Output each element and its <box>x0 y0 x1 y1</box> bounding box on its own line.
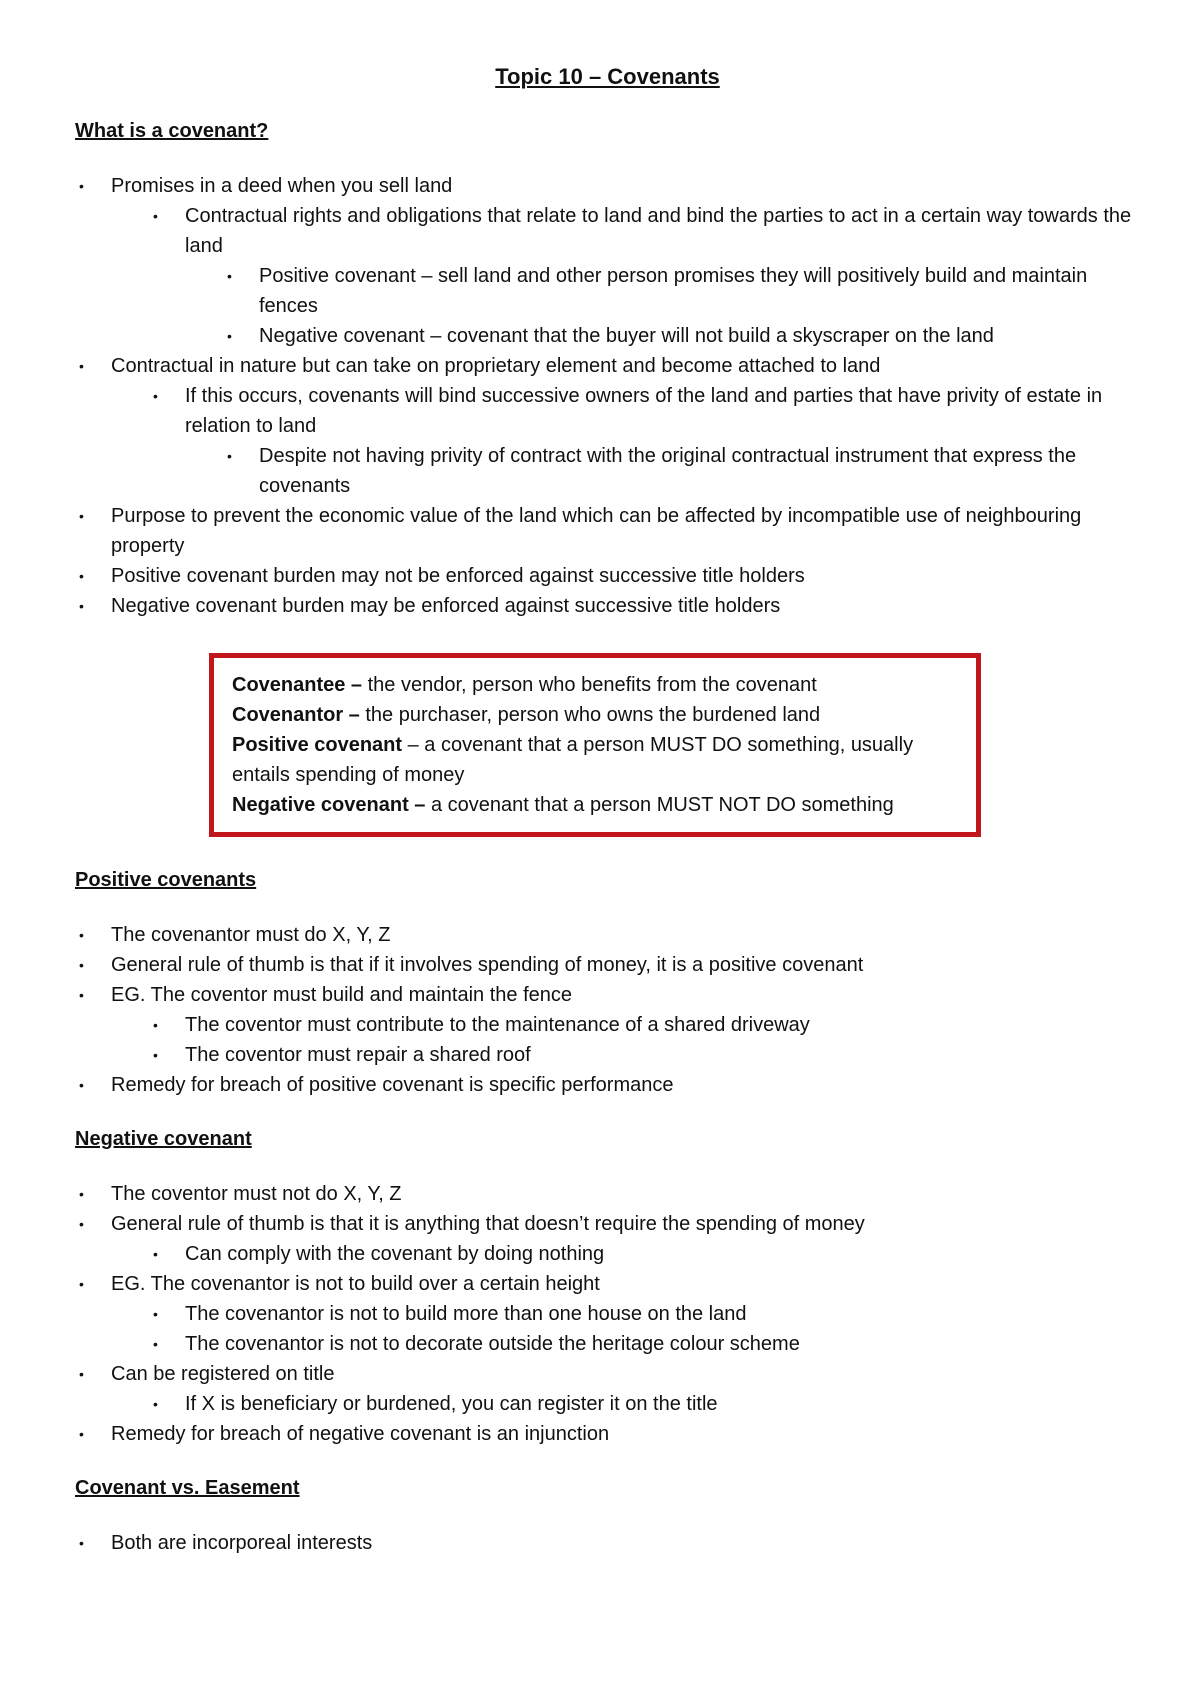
bullet-icon: • <box>153 1246 158 1262</box>
bullet-icon: • <box>79 508 84 524</box>
bullet-icon: • <box>79 1186 84 1202</box>
definitions-box <box>209 653 981 837</box>
bullet-icon: • <box>79 1535 84 1551</box>
list-item: • The covenantor is not to build more than one house on the land <box>149 1299 1140 1329</box>
list-item: • Contractual rights and obligations that relate to land and bind the parties to act in a certain way towards the land • Positive covenant – sell land and other person promises they will positively build and maintain fences • Negative covenant – covenant that the buyer will not build a skyscraper on the land <box>149 201 1140 351</box>
list-item: • EG. The coventor must build and maintain the fence • The coventor must contribute to the maintenance of a shared driveway • The coventor must repair a shared roof <box>75 980 1140 1070</box>
definition-covenantor: Covenantor – the purchaser, person who owns the burdened land <box>232 704 821 726</box>
bullet-icon: • <box>153 388 158 404</box>
list-item: • Both are incorporeal interests <box>75 1528 1140 1558</box>
bullet-icon: • <box>79 568 84 584</box>
list-item: • General rule of thumb is that it is anything that doesn’t require the spending of money • Can comply with the covenant by doing nothing <box>75 1209 1140 1269</box>
bullet-icon: • <box>79 358 84 374</box>
list-item: • Can be registered on title • If X is beneficiary or burdened, you can register it on the title <box>75 1359 1140 1419</box>
list-item: • Positive covenant burden may not be enforced against successive title holders <box>75 561 1140 591</box>
list-item: • EG. The covenantor is not to build over a certain height • The covenantor is not to build more than one house on the land • The covenantor is not to decorate outside the heritage colour scheme <box>75 1269 1140 1359</box>
bullet-icon: • <box>79 987 84 1003</box>
bullet-icon: • <box>79 1216 84 1232</box>
list-item: • Purpose to prevent the economic value of the land which can be affected by incompatible use of neighbouring property <box>75 501 1140 561</box>
heading-negative-covenant: Negative covenant <box>75 1128 252 1150</box>
heading-what-is-a-covenant: What is a covenant? <box>75 120 269 142</box>
bullet-icon: • <box>227 448 232 464</box>
list-item: • The coventor must contribute to the maintenance of a shared driveway <box>149 1010 1140 1040</box>
bullet-icon: • <box>79 178 84 194</box>
bullet-icon: • <box>153 208 158 224</box>
bullet-icon: • <box>79 927 84 943</box>
bullet-icon: • <box>79 1366 84 1382</box>
bullet-icon: • <box>153 1017 158 1033</box>
bullet-icon: • <box>153 1396 158 1412</box>
list-covenant-vs-easement <box>75 1528 1140 1558</box>
list-item: • The coventor must repair a shared roof <box>149 1040 1140 1070</box>
list-what-is-a-covenant <box>75 171 1140 621</box>
definition-positive-covenant: Positive covenant – a covenant that a person MUST DO something, usually entails spending of money <box>232 734 914 786</box>
heading-covenant-vs-easement: Covenant vs. Easement <box>75 1477 300 1499</box>
bullet-icon: • <box>79 1426 84 1442</box>
bullet-icon: • <box>79 957 84 973</box>
list-item: • Negative covenant – covenant that the buyer will not build a skyscraper on the land <box>223 321 1140 351</box>
list-item: • Remedy for breach of negative covenant is an injunction <box>75 1419 1140 1449</box>
list-positive-covenants <box>75 920 1140 1100</box>
list-negative-covenant <box>75 1179 1140 1449</box>
list-item: • Promises in a deed when you sell land • Contractual rights and obligations that relate to land and bind the parties to act in a certain way towards the land • Positive covenant – sell land and other person promises they will positively build and maintain fences • Negative covenant – covenant that the buyer will not build a skyscraper on the land <box>75 171 1140 351</box>
bullet-icon: • <box>153 1047 158 1063</box>
list-item: • If this occurs, covenants will bind successive owners of the land and parties that have privity of estate in relation to land • Despite not having privity of contract with the original contractual instrument that express the covenants <box>149 381 1140 501</box>
list-item: • The covenantor is not to decorate outside the heritage colour scheme <box>149 1329 1140 1359</box>
bullet-icon: • <box>153 1336 158 1352</box>
list-item: • The covenantor must do X, Y, Z <box>75 920 1140 950</box>
definition-covenantee: Covenantee – the vendor, person who benefits from the covenant <box>232 674 817 696</box>
list-item: • Positive covenant – sell land and other person promises they will positively build and maintain fences <box>223 261 1140 321</box>
list-item: • Contractual in nature but can take on proprietary element and become attached to land • If this occurs, covenants will bind successive owners of the land and parties that have privity of estate in relation to land • Despite not having privity of contract with the original contractual instrument that express the covenants <box>75 351 1140 501</box>
heading-positive-covenants: Positive covenants <box>75 869 257 891</box>
bullet-icon: • <box>227 268 232 284</box>
list-item: • General rule of thumb is that if it involves spending of money, it is a positive covenant <box>75 950 1140 980</box>
page-title: Topic 10 – Covenants <box>495 64 720 89</box>
definition-negative-covenant: Negative covenant – a covenant that a person MUST NOT DO something <box>232 794 894 816</box>
bullet-icon: • <box>79 1276 84 1292</box>
list-item: • Remedy for breach of positive covenant is specific performance <box>75 1070 1140 1100</box>
bullet-icon: • <box>153 1306 158 1322</box>
list-item: • If X is beneficiary or burdened, you can register it on the title <box>149 1389 1140 1419</box>
list-item: • Negative covenant burden may be enforced against successive title holders <box>75 591 1140 621</box>
bullet-icon: • <box>227 328 232 344</box>
list-item: • The coventor must not do X, Y, Z <box>75 1179 1140 1209</box>
list-item: • Despite not having privity of contract with the original contractual instrument that express the covenants <box>223 441 1140 501</box>
bullet-icon: • <box>79 1077 84 1093</box>
bullet-icon: • <box>79 598 84 614</box>
list-item: • Can comply with the covenant by doing nothing <box>149 1239 1140 1269</box>
